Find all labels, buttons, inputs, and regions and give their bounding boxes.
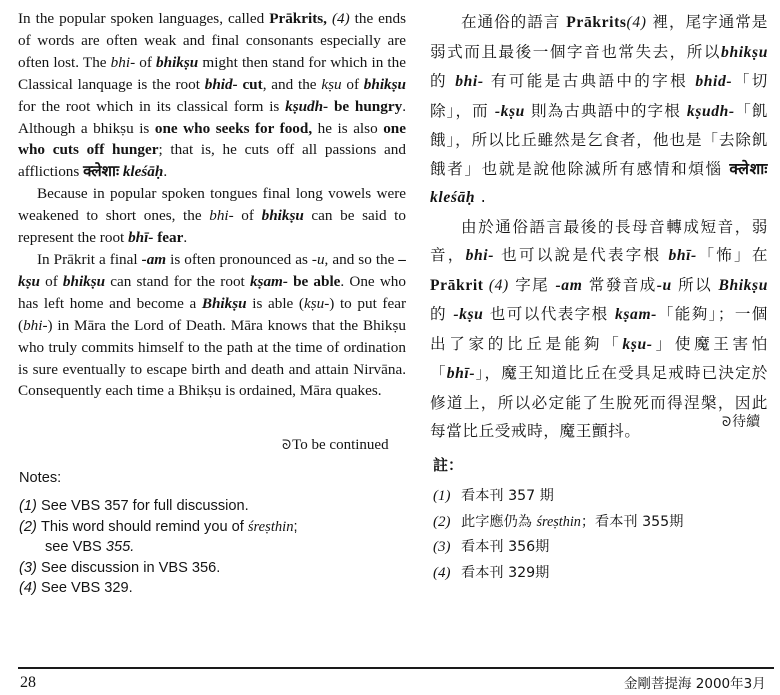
page-number: 28 [20,674,36,691]
note-number: (3) [433,539,451,555]
note-number: (4) [19,580,37,596]
text-run: bhikṣu [363,75,407,93]
continued-ornament-icon: ᘐ [282,438,292,453]
text-run: (4) [326,10,350,27]
text-run: Prākrits, [269,10,327,27]
chinese-notes [433,454,763,586]
text-run: be able [293,272,341,290]
text-run: bhī- [446,365,476,382]
text-run: -kṣu [453,306,484,323]
note-continuation [19,537,409,558]
text-run: 裡，尾字通常是弱式而且最後一個字音也常失去，所以 [430,13,768,61]
text-run: of [135,53,157,71]
text-run: bhi- [455,73,484,90]
text-run: kṣam- [614,306,657,323]
text-run: -am [555,276,583,294]
text-run: bhikṣu [156,53,199,71]
text-run: Bhikṣu [201,294,247,312]
text-run: can stand for the root [105,272,250,290]
text-run: -kṣu [494,102,525,120]
note-item [433,510,763,536]
text-run: In Prākrit a final [37,250,142,268]
text-run: -u [656,276,672,294]
note-term: śreṣthin [536,513,581,530]
text-run: kṣudh- [686,102,735,120]
chinese-paragraph-1 [430,8,768,213]
english-notes-list [19,496,409,599]
text-run: 」使魔王害怕「 [430,334,768,382]
text-run: bhid- [695,73,733,90]
chinese-to-be-continued: ᘐ待續 [722,414,761,430]
text-run: . Although a bhikṣu is [18,97,406,137]
text-run: bhikṣu [62,272,106,290]
note-number: (1) [433,488,451,504]
note-item [19,496,409,517]
note-item [433,561,763,587]
text-run: 「飢餓」，所以比丘雖然是乞食者，他也是「去除飢餓者」也就是說他除滅所有感情和煩惱 [430,101,768,178]
text-run: ) to put fear ( [18,294,407,334]
text-run: 由於通俗語言最後的長母音轉成短音，弱音， [430,217,768,264]
note-text: See VBS 357 for full discussion. [41,498,249,514]
continued-ornament-icon: ᘐ [722,415,732,430]
english-paragraph-3 [18,249,406,402]
text-run: one who cuts off hunger [18,119,406,159]
note-item [19,517,409,538]
english-notes [19,470,409,599]
text-run: the ends of words are often weak and final consonants especially are often lost. The [18,10,406,71]
text-run: kṣudh- [285,97,329,115]
text-run: . [163,163,168,181]
text-run: ; that is, he cuts off all passions and afflictions [18,141,406,181]
text-run: 「能夠」；一個出了家的比丘是能夠「 [430,305,768,353]
note-text: ; [293,518,298,535]
note-item [433,484,763,510]
text-run: Prākrit [430,276,484,294]
text-run: –kṣu [18,250,406,290]
english-column [18,8,406,402]
text-run: bhi- [465,247,494,264]
note-text: 此字應仍為 [461,513,537,530]
text-run: In the popular spoken languages, called [18,10,270,27]
text-run: he is also [312,119,384,137]
text-run: , and so the [324,250,399,268]
english-to-be-continued: ᘐTo be continued [282,437,389,453]
text-run: , and the [262,75,322,93]
text-run: of [233,207,262,225]
text-run: (4) [483,276,509,294]
text-run: bhi- [23,316,48,334]
chinese-paragraph-2 [430,213,768,446]
english-paragraph-1 [18,8,406,183]
text-run: 也可以說是代表字根 [494,246,669,264]
note-item [19,558,409,579]
text-run: 的 [430,305,454,323]
note-text: See VBS 329. [41,580,133,596]
text-run: 常發音成 [582,275,657,294]
text-run: Because in popular spoken tongues final long vowels were weakened to short ones, the [18,185,406,225]
text-run: bhi- [110,53,136,71]
text-run: 「切除」，而 [430,72,769,120]
note-text: see VBS [45,539,106,555]
text-run: kṣu- [622,335,653,353]
text-run: 所以 [671,275,719,294]
text-run: 「怖」在 [696,246,769,264]
text-run: kleśāḥ [122,163,164,181]
text-run: 則為古典語中的字根 [524,101,687,120]
text-run: fear [157,229,184,247]
text-run: might then stand for which in the Classical lanquage is the root [18,53,406,93]
text-run: is able ( [246,294,304,312]
text-run: kṣam- [249,272,288,290]
note-text: 看本刊 356期 [461,539,550,555]
text-run: is often pronounced as [166,250,312,268]
notes-title: Notes: [19,470,62,486]
note-term: śreṣthin [247,518,294,535]
text-run: . One who has left home and become a [18,272,406,312]
text-run: bhikṣu [721,43,768,61]
text-run: 在通俗的語言 [461,13,567,31]
text-run: . [183,229,188,247]
chinese-notes-list [433,484,763,586]
text-run: of [39,272,63,290]
text-run: one who seeks for food, [154,119,313,137]
note-number: (1) [19,498,37,514]
note-number: (3) [19,559,37,576]
text-run: क्लेशाः [83,162,120,181]
text-run: kṣu- [303,294,330,312]
text-run: 的 [430,72,456,90]
text-run: cut [242,75,263,93]
text-run: (4) [626,14,647,31]
text-run: bhikṣu [261,207,304,225]
text-run: 也可以代表字根 [483,305,615,323]
note-text: 看本刊 329期 [461,564,550,581]
text-run: ) in Māra the Lord of Death. Māra knows that the Bhikṣu who truly commits himself to the path at the time of ordination is sure eventually to escape birth and death and attain Nirvāna. Consequently each time a Bhikṣu is ordained, Māra quakes. [18,316,406,400]
note-item [19,578,409,599]
notes-title: 註： [433,456,464,474]
text-run: bhī- [128,229,154,247]
text-run: bhī- [668,247,697,264]
text-run: kṣu [321,75,342,93]
text-run: bhi- [209,207,234,225]
text-run: 有可能是古典語中的字根 [483,72,696,90]
text-run: 字尾 [508,275,556,294]
note-item [433,535,763,561]
text-run: of [341,75,364,93]
text-run: kleśāḥ [430,189,476,206]
text-run: be hungry [333,97,403,115]
text-run: Prākrits [566,14,627,31]
text-run: 」，魔王知道比丘在受具足戒時已決定於修道上，所以必定能了生脫死而得涅槃，因此每當比丘受戒時，魔王顫抖。 [430,364,768,440]
text-run: -u [311,250,325,268]
note-text: This word should remind you of [41,518,248,535]
text-run: can be said to represent the root [18,207,406,247]
footer-rule [18,667,774,669]
english-paragraph-2 [18,183,406,249]
publication-info: 金剛菩提海 2000年3月 [624,676,766,692]
text-run: . [475,188,487,206]
text-run: -am [141,250,167,268]
chinese-column [430,8,768,446]
note-number: (2) [433,513,451,530]
note-number: (4) [433,564,451,581]
text-run: for the root which in its classical form is [18,97,286,115]
note-text: See discussion in VBS 356. [41,559,221,576]
note-text: 355. [105,539,135,555]
text-run: bhid- [204,75,238,93]
note-number: (2) [19,518,37,535]
text-run: Bhikṣu [718,276,768,294]
text-run: क्लेशाः [729,159,768,178]
note-text: 看本刊 357 期 [461,488,554,504]
note-text: ；看本刊 355期 [580,513,684,530]
